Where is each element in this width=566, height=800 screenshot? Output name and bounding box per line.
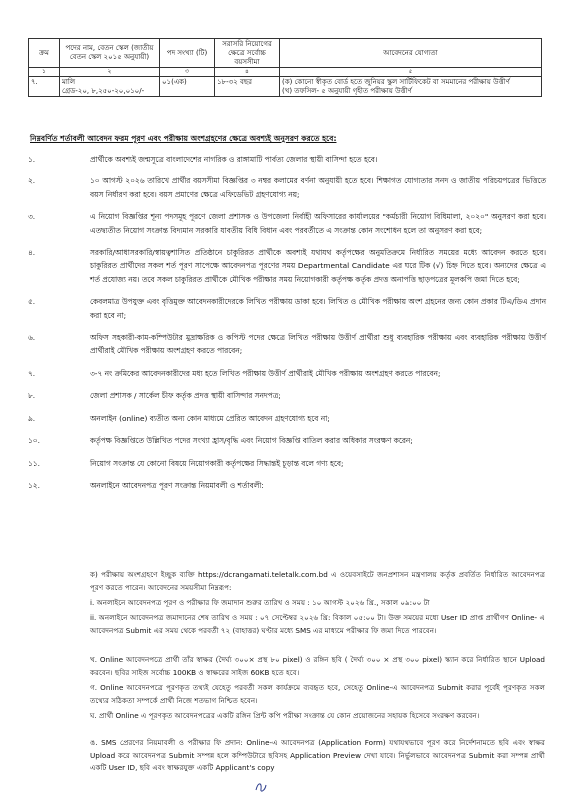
conditions-list (28, 153, 546, 492)
item-number: ১. (28, 155, 36, 164)
item-text: নিয়োগ সংক্রান্ত যে কোনো বিষয়ে নিয়োগকারী কর্তৃপক্ষের সিদ্ধান্তই চূড়ান্ত বলে গণ্য হবে; (90, 458, 344, 468)
list-item (28, 210, 546, 237)
item-text: প্রার্থীকে অবশ্যই জন্মসূত্রে বাংলাদেশের নাগরিক ও রাঙ্গামাটি পার্বত্য জেলার স্থায়ী বাসিন্দা হতে হবে। (90, 155, 378, 164)
item-text: এ নিয়োগ বিজ্ঞপ্তির শূন্য পদসমূহ পূরণে জেলা প্রশাসক ও উপজেলা নির্বাহী অফিসারের কার্যালয়ের "কর্মচারী নিয়োগ বিধিমালা, ২০২০" অনুসরণ করা হবে। এতদ্ব্যতীত নিয়োগ সংক্রান্ত বিদ্যমান সরকারি যাবতীয় বিধি বিধান এবং পরবর্তীতে এ সংক্রান্ত কোন সংশোধন হলে তা অনুসরণ করা হবে; (90, 212, 546, 235)
item-number: ৫. (28, 297, 36, 307)
item-text: অনলাইনে আবেদনপত্র পূরণ সংক্রান্ত নিয়মাবলী ও শর্তাবলী: (90, 480, 264, 490)
qualification-b: (খ) তফসিল- ৫ অনুযায়ী গৃহীত পরীক্ষায় উত্তীর্ণ (282, 86, 412, 95)
list-item (28, 331, 546, 358)
item-text: কেবলমাত্র উপযুক্ত এবং বৃত্তিমুক্ত আবেদনকারীদেরকে লিখিত পরীক্ষায় ডাকা হবে। লিখিত ও মৌখিক পরীক্ষায় অংশ গ্রহনের জন্য কোন প্রকার টিএ/ডিএ প্রদান করা হবে না; (90, 297, 546, 320)
item-number: ৬. (28, 333, 36, 343)
item-text: অফিস সহকারী-কাম-কম্পিউটার মুদ্রাক্ষরিক ও কপিস্ট পদের ক্ষেত্রে লিখিত পরীক্ষায় উত্তীর্ণ প্রার্থীরা শুধু ব্যবহারিক পরীক্ষায় এবং ব্যবহারিক পরীক্ষায় উত্তীর্ণ প্রার্থীরাই মৌখিক পরীক্ষায় অংশগ্রহণ করতে পারবেন; (90, 333, 546, 356)
item-number: ২. (28, 176, 36, 186)
item-number: ১১. (28, 458, 40, 468)
row-post (60, 76, 160, 97)
column-number: ৪ (215, 68, 280, 77)
item-number: ১২. (28, 480, 40, 490)
row-qualification (280, 76, 542, 97)
item-text: কর্তৃপক্ষ বিজ্ঞপ্তিতে উল্লিখিত পদের সংখ্যা হ্রাস/বৃদ্ধি এবং নিয়োগ বিজ্ঞপ্তি বাতিল করার অধিকার সংরক্ষণ করেন; (90, 436, 413, 446)
list-item (28, 246, 546, 286)
qualification-table (28, 38, 542, 97)
list-item (28, 389, 546, 402)
item-text: ১০ আগস্ট ২০২৬ তারিখে প্রার্থীর বয়সসীমা বিজ্ঞপ্তির ৩ নম্বর কলামের বর্ণনা অনুযায়ী হতে হবে। শিক্ষাগত যোগ্যতার সনদ ও জাতীয় পরিচয়পত্রের ভিত্তিতে বয়স নির্ধারণ করা হবে। বয়স প্রমাণের ক্ষেত্রে এফিডেভিট গ্রহণযোগ্য নয়; (90, 176, 546, 199)
header-age: সরাসরি নিয়োগের ক্ষেত্রে সর্বোচ্চ বয়সসীমা (215, 39, 280, 68)
online-rule-gha: ঘ. প্রার্থী Online এ পূরণকৃত আবেদনপত্রের একটি রঙ্গিন প্রিন্ট কপি পরীক্ষা সংক্রান্ত যে কোন প্রয়োজনের সহায়ক হিসেবে সংরক্ষণ করবেন। (90, 711, 480, 720)
item-text: ৩-৭ নং ক্রমিকের আবেদনকারীদের মধ্য হতে লিখিত পরীক্ষায় উত্তীর্ণ প্রার্থীরাই মৌখিক পরীক্ষায় অংশগ্রহণ করতে পারবেন; (90, 368, 441, 378)
online-rule-ka: ক) পরীক্ষায় অংশগ্রহণে ইচ্ছুক ব্যক্তি https://dcrangamati.teletalk.com.bd এ ওয়েবসাইটে জনপ্রশাসন মন্ত্রণালয় কর্তৃক প্রবর্তিত নির্ধারিত আবেদনপত্র পূরণ করতে পারেন। আবেদনের সময়সীমা নিম্নরূপ: (90, 570, 545, 592)
list-item (28, 479, 546, 492)
column-number: ২ (60, 68, 160, 77)
table-row (29, 76, 542, 97)
list-item (28, 412, 546, 425)
list-item (28, 457, 546, 470)
qualification-a: (ক) কোনো স্বীকৃত বোর্ড হতে জুনিয়র স্কুল সার্টিফিকেট বা সমমানের পরীক্ষায় উত্তীর্ণ (282, 77, 510, 86)
post-name: মালি (62, 77, 76, 86)
signature-mark (254, 780, 268, 794)
online-rule-uma: ঙ. SMS প্রেরণের নিয়মাবলী ও পরীক্ষার ফি প্রদান: Online-এ আবেদনপত্র (Application Form) যথাযথভাবে পূরণ করে নির্দেশনামতে ছবি এবং স্বাক্ষর Upload করে আবেদনপত্র Submit সম্পন্ন হলে কম্পিউটারে ছবিসহ Application Preview দেখা যাবে। নির্ভুলভাবে আবেদনপত্র Submit করা সম্পন্ন প্রার্থী একটি User ID, ছবি এবং স্বাক্ষরযুক্ত একটি Applicant's copy (90, 738, 545, 772)
item-number: ৪. (28, 248, 36, 258)
item-number: ৮. (28, 391, 36, 401)
row-age: ১৮-৩২ বছর (215, 76, 280, 97)
column-number: ৫ (280, 68, 542, 77)
row-count: ০১(এক) (160, 76, 215, 97)
item-number: ১০. (28, 436, 40, 446)
table-header-row (29, 39, 542, 68)
column-number: ৩ (160, 68, 215, 77)
item-text: অনলাইন (online) ব্যতীত অন্য কোন মাধ্যমে প্রেরিত আবেদন গ্রহণযোগ্য হবে না; (90, 413, 330, 423)
conditions-heading: নিম্নবর্ণিত শর্তাবলী আবেদন ফরম পূরণ এবং পরীক্ষায় অংশগ্রহণের ক্ষেত্রে অবশ্যই অনুসরণ করতে হবে: (30, 134, 337, 143)
list-item (28, 153, 546, 166)
list-item (28, 367, 546, 380)
item-text: জেলা প্রশাসক / সার্কেল চীফ কর্তৃক প্রদত্ত স্থায়ী বাসিন্দার সনদপত্র; (90, 391, 281, 401)
online-rule-ga: গ. Online আবেদনপত্রে পূরণকৃত তথ্যই যেহেতু পরবর্তী সকল কার্যক্রমে ব্যবহৃত হবে, সেহেতু Online-এ আবেদনপত্র Submit করার পূর্বেই পূরণকৃত সকল তথ্যের সঠিকতা সম্পর্কে প্রার্থী নিজে শতভাগ নিশ্চিত হবেন। (90, 683, 545, 705)
item-text: সরকারি/আধাসরকারি/স্বায়ত্বশাসিত প্রতিষ্ঠানে চাকুরিরত প্রার্থীকে অবশ্যই যথাযথ কর্তৃপক্ষের অনুমতিক্রমে নির্ধারিত সময়ের মধ্যে আবেদন করতে হবে। চাকুরিরত প্রার্থীদের সকল শর্ত পূরণ সাপেক্ষে আবেদনপত্র পূরণের সময় Departmental Candidate এর ঘরে টিক (√) চিহ্ন দিতে হবে। অন্যদের ক্ষেত্রে এ শর্ত প্রযোজ্য নয়। তবে সকল চাকুরিরত প্রার্থীকে মৌখিক পরীক্ষার সময় নিয়োগকারী কর্তৃপক্ষ কর্তৃক প্রদত্ত অনাপত্তি ছাড়পত্রের মূলকপি জমা দিতে হবে; (90, 248, 546, 284)
post-grade: গ্রেড-২০, ৮,২৫০-২০,০১০/- (62, 86, 145, 95)
item-number: ৭. (28, 368, 36, 378)
online-rule-kha: খ. Online আবেদনপত্রে প্রার্থী তাঁর স্বাক্ষর (দৈর্ঘ্য ৩০০× প্রস্থ ৮০ pixel) ও রঙ্গিন ছবি ( দৈর্ঘ্য ৩০০ × প্রস্থ ৩০০ pixel) স্ক্যান করে নির্ধারিত স্থানে Upload করবেন। ছবির সাইজ সর্বোচ্চ 100KB ও স্বাক্ষরের সাইজ 60KB হতে হবে। (90, 655, 545, 677)
online-rule-timeline-start: i. অনলাইনে আবেদনপত্র পূরণ ও পরীক্ষার ফি জমাদান শুরুর তারিখ ও সময় : ১০ আগস্ট ২০২৬ খ্রি., সকাল ০৯:০০ টা (90, 598, 430, 607)
list-item (28, 174, 546, 201)
column-number: ১ (29, 68, 60, 77)
table-number-row (29, 68, 542, 77)
row-serial: ৭. (29, 76, 60, 97)
header-count: পদ সংখ্যা (টি) (160, 39, 215, 68)
list-item (28, 295, 546, 322)
header-serial: ক্রম (29, 39, 60, 68)
header-qualification: আবেদনের যোগ্যতা (280, 39, 542, 68)
item-number: ৩. (28, 212, 36, 222)
list-item (28, 434, 546, 447)
item-number: ৯. (28, 413, 36, 423)
online-rule-timeline-end: ii. অনলাইনে আবেদনপত্র জমাদানের শেষ তারিখ ও সময় : ০৭ সেপ্টেম্বর ২০২৬ খ্রি: বিকাল ০৫:০০ টা। উক্ত সময়ের মধ্যে User ID প্রাপ্ত প্রার্থীগণ Online- এ আবেদনপত্র Submit এর সময় থেকে পরবর্তী ৭২ (বাহাত্তর) ঘণ্টার মধ্যে SMS এর মাধ্যমে পরীক্ষার ফি জমা দিতে পারবেন। (90, 613, 545, 635)
header-post: পদের নাম, বেতন স্কেল (জাতীয় বেতন স্কেল ২০১৫ অনুযায়ী) (60, 39, 160, 68)
